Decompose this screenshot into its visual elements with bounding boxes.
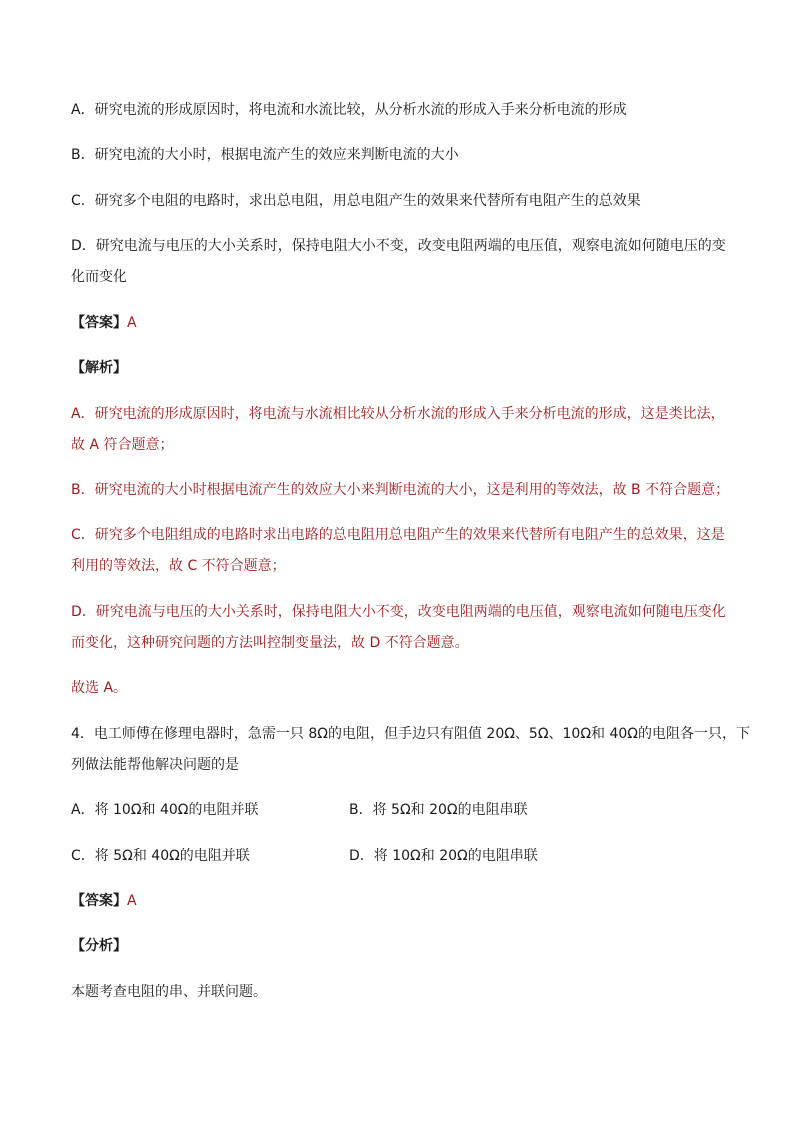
q3-answer xyxy=(71,313,731,333)
q4-answer xyxy=(71,891,731,911)
analysis-c-line1: C．研究多个电阻组成的电路时求出电路的总电阻用总电阻产生的效果来代替所有电阻产生的总效果，这是 xyxy=(71,527,725,543)
q4-analysis-text: 本题考查电阻的串、并联问题。 xyxy=(71,984,267,1000)
analysis-a-line2: 故 A 符合题意； xyxy=(71,437,174,453)
answer-value: A xyxy=(127,315,137,331)
q3-option-a: A．研究电流的形成原因时，将电流和水流比较，从分析水流的形成入手来分析电流的形成 xyxy=(71,102,627,118)
q3-option-b: B．研究电流的大小时，根据电流产生的效应来判断电流的大小 xyxy=(71,147,459,163)
analysis-d-line2: 而变化，这种研究问题的方法叫控制变量法，故 D 不符合题意。 xyxy=(71,635,469,651)
q4-answer-label: 【答案】 xyxy=(71,893,127,909)
q4-answer-value: A xyxy=(127,893,137,909)
q4-stem-line1: 4．电工师傅在修理电器时，急需一只 8Ω的电阻，但手边只有阻值 20Ω、5Ω、10Ω和 40Ω的电阻各一只，下 xyxy=(71,726,751,742)
q4-option-b: B．将 5Ω和 20Ω的电阻串联 xyxy=(349,802,528,818)
analysis-label: 【解析】 xyxy=(71,360,127,376)
q4-option-d: D．将 10Ω和 20Ω的电阻串联 xyxy=(349,848,538,864)
q3-option-c: C．研究多个电阻的电路时，求出总电阻，用总电阻产生的效果来代替所有电阻产生的总效果 xyxy=(71,193,641,209)
analysis-conclusion: 故选 A。 xyxy=(71,680,128,696)
analysis-c-line2: 利用的等效法，故 C 不符合题意； xyxy=(71,558,286,574)
analysis-a-line1: A．研究电流的形成原因时，将电流与水流相比较从分析水流的形成入手来分析电流的形成，这是类比法， xyxy=(71,406,725,422)
answer-label: 【答案】 xyxy=(71,315,127,331)
q4-option-a: A．将 10Ω和 40Ω的电阻并联 xyxy=(71,802,259,818)
q3-option-d-line1: D．研究电流与电压的大小关系时，保持电阻大小不变，改变电阻两端的电压值，观察电流如何随电压的变 xyxy=(71,238,726,254)
q3-option-d-line2: 化而变化 xyxy=(71,269,127,285)
q4-analysis-label: 【分析】 xyxy=(71,938,127,954)
q4-option-c: C．将 5Ω和 40Ω的电阻并联 xyxy=(71,848,250,864)
q4-stem-line2: 列做法能帮他解决问题的是 xyxy=(71,757,239,773)
analysis-d-line1: D．研究电流与电压的大小关系时，保持电阻大小不变，改变电阻两端的电压值，观察电流如何随电压变化 xyxy=(71,604,726,620)
analysis-b: B．研究电流的大小时根据电流产生的效应大小来判断电流的大小，这是利用的等效法，故 B 不符合题意； xyxy=(71,482,730,498)
